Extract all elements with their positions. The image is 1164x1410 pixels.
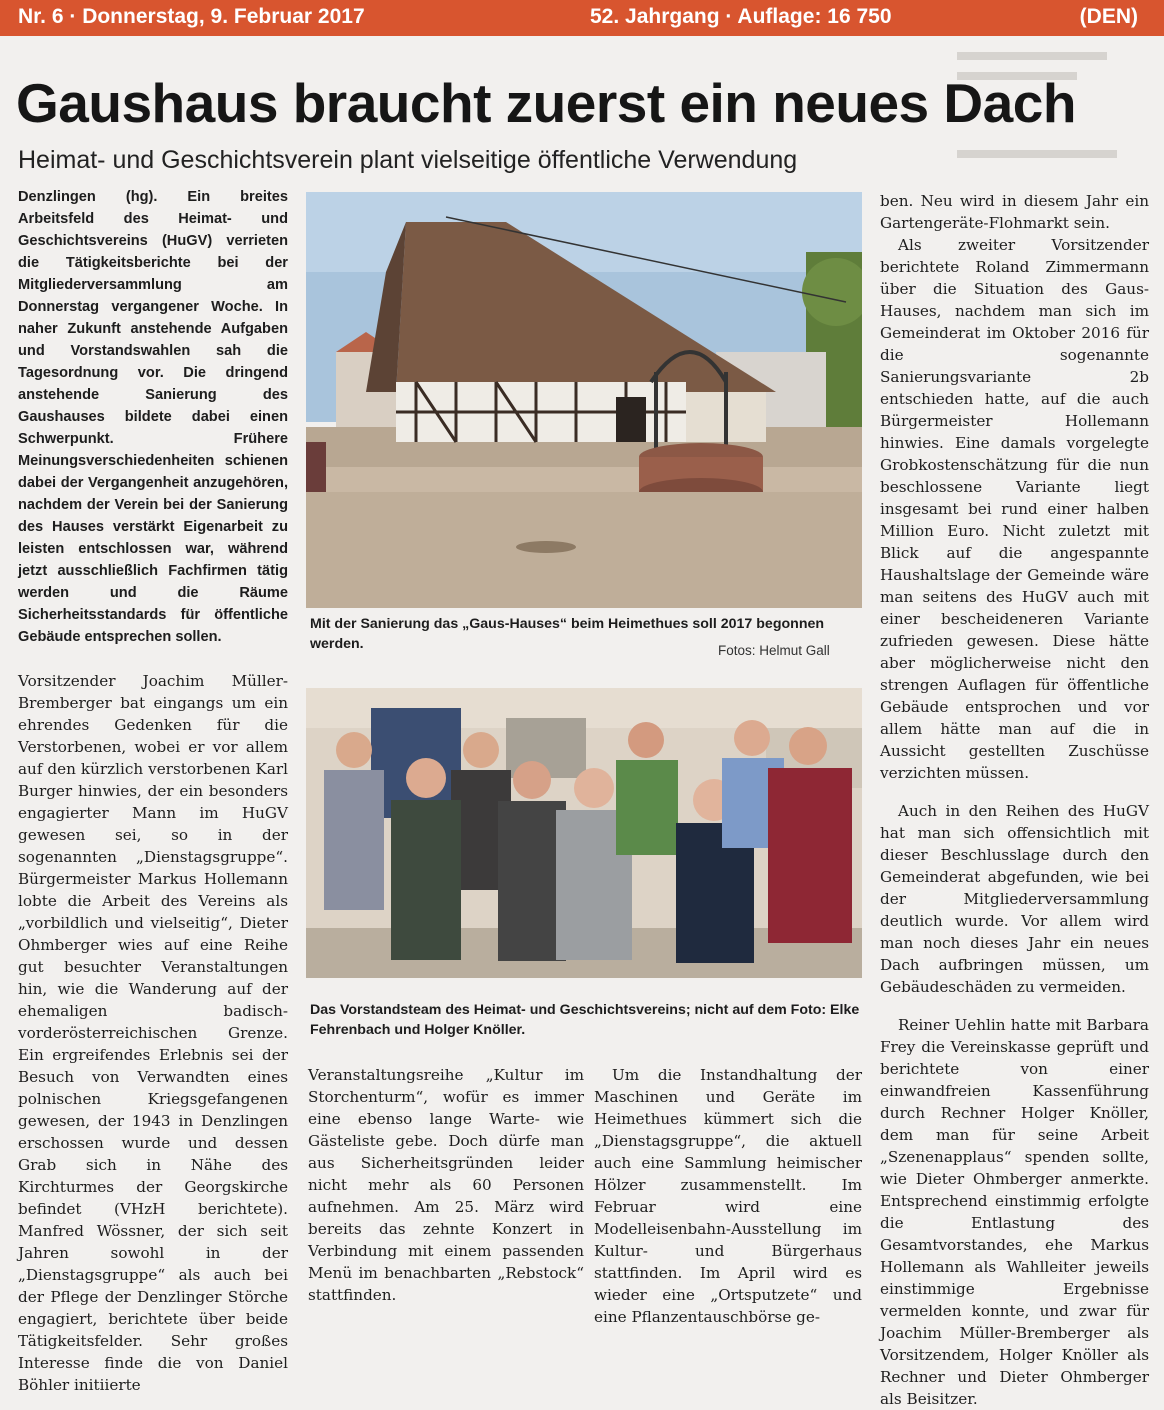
photo-2-caption: Das Vorstandsteam des Heimat- und Geschichtsvereins; nicht auf dem Foto: Elke Fehrenbach und Holger Knöller.: [310, 1002, 860, 1038]
column-2: [308, 1064, 584, 1306]
photo-vorstandsteam: [306, 688, 862, 978]
column-4: [880, 190, 1149, 1410]
column-1-body: Vorsitzender Joachim Müller-Bremberger bat eingangs um ein ehrendes Gedenken für die Verstorbenen, wobei er vor allem auf den kürzlich verstorbenen Karl Burger hinwies, der ein besonders engagierter Mann im HuGV gewesen sei, so in der sogenannten „Dienstagsgruppe“. Bürgermeister Markus Hollemann lobte die Arbeit des Vereins als „vorbildlich und vielseitig“, Dieter Ohmberger wies auf eine Reihe gut besuchter Veranstaltungen hin, wie die Wanderung auf der ehemaligen badisch-vorderösterreichischen Grenze. Ein ergreifendes Erlebnis sei der Besuch von Verwandten eines polnischen Kriegsgefangenen gewesen, der 1943 in Denzlingen erschossen wurde und dessen Grab sich in Nähe des Kirchturmes der Georgskirche befindet (VHzH berichtete). Manfred Wössner, der sich seit Jahren sowohl in der „Dienstagsgruppe“ als auch bei der Pflege der Denzlinger Störche engagiert, berichtete über beide Tätigkeitsfelder. Sehr großes Interesse finde die von Daniel Böhler initiierte: [18, 672, 288, 1394]
column-3-body: Um die Instandhaltung der Maschinen und Geräte im Heimethues kümmert sich die „Dienstagsgruppe“, die aktuell auch eine Sammlung heimischer Hölzer zusammenstellt. Im Februar wird eine Modelleisenbahn-Ausstellung im Kultur- und Bürgerhaus stattfinden. Im April wird es wieder eine „Ortsputzete“ und eine Pflanzentauschbörse ge-: [594, 1066, 862, 1326]
article-lead: Denzlingen (hg). Ein breites Arbeitsfeld des Heimat- und Geschichtsvereins (HuGV) verrieten die Tätigkeitsberichte bei der Mitgliederversammlung am Donnerstag vergangener Woche. In naher Zukunft anstehende Aufgaben und Vorstandswahlen sah die Tagesordnung vor. Die dringend anstehende Sanierung des Gaushauses bildete dabei einen Schwerpunkt. Frühere Meinungsverschiedenheiten schienen dabei der Vergangenheit anzugehören, nachdem der Verein bei der Sanierung des Hauses verstärkt Eigenarbeit zu leisten entschlossen war, während jetzt ausschließlich Fachfirmen tätig werden und die Räume Sicherheitsstandards für öffentliche Gebäude entsprechen sollen.: [18, 189, 288, 645]
issue-date: Nr. 6 · Donnerstag, 9. Februar 2017: [18, 5, 365, 28]
article-headline: Gaushaus braucht zuerst ein neues Dach: [16, 72, 1076, 134]
edition-code: (DEN): [1079, 5, 1138, 28]
fragment-line: [957, 52, 1107, 60]
photo-gaus-haus: [306, 192, 862, 608]
fragment-line: [957, 150, 1117, 158]
article-subheadline: Heimat- und Geschichtsverein plant vielseitige öffentliche Verwendung: [18, 146, 798, 174]
photo-1-caption: Mit der Sanierung das „Gaus-Hauses“ beim Heimethues soll 2017 begonnen werden.: [310, 616, 825, 652]
column-4-paragraph-3: Auch in den Reihen des HuGV hat man sich offensichtlich mit dieser Beschlusslage durch den Gemeinderat abgefunden, wie bei der Mitgliederversammlung deutlich wurde. Vor allem wird man noch dieses Jahr ein neues Dach aufbringen müssen, um Gebäudeschäden zu vermeiden.: [880, 802, 1149, 996]
gaus-haus-illustration: [306, 192, 862, 608]
column-3: [594, 1064, 862, 1328]
masthead-bar: [0, 0, 1164, 36]
group-photo-illustration: [306, 688, 862, 978]
volume-circulation: 52. Jahrgang · Auflage: 16 750: [590, 5, 892, 28]
photo-credit: Fotos: Helmut Gall: [718, 643, 830, 658]
column-2-body: Veranstaltungsreihe „Kultur im Storchenturm“, wofür es immer eine ebenso lange Warte- wie Gästeliste gebe. Doch dürfe man aus Sicherheitsgründen leider nicht mehr als 60 Personen aufnehmen. Am 25. März wird bereits das zehnte Konzert in Verbindung mit einem passenden Menü im benachbarten „Rebstock“ stattfinden.: [308, 1066, 584, 1304]
column-4-paragraph-1: ben. Neu wird in diesem Jahr ein Gartengeräte-Flohmarkt sein.: [880, 192, 1149, 232]
column-1: [18, 186, 288, 1396]
column-4-paragraph-4: Reiner Uehlin hatte mit Barbara Frey die Vereinskasse geprüft und berichtete von einer einwandfreien Kassenführung durch Rechner Holger Knöller, dem man für seine Arbeit „Szenenapplaus“ spenden sollte, wie Dieter Ohmberger anmerkte. Entsprechend einstimmig erfolgte die Entlastung des Gesamtvorstandes, ehe Markus Hollemann als Wahlleiter jeweils einstimmige Ergebnisse vermelden konnte, und zwar für Joachim Müller-Bremberger als Vorsitzendem, Holger Knöller als Rechner und Dieter Ohmberger als Beisitzer.: [880, 1016, 1149, 1408]
column-4-paragraph-2: Als zweiter Vorsitzender berichtete Roland Zimmermann über die Situation des Gaus-Hauses, nachdem man sich im Gemeinderat im Oktober 2016 für die sogenannte Sanierungsvariante 2b entschieden hatte, auf die auch Bürgermeister Hollemann hinwies. Eine damals vorgelegte Grobkostenschätzung für die nun beschlossene Variante liegt insgesamt bei rund einer halben Million Euro. Nicht zuletzt mit Blick auf die angespannte Haushaltslage der Gemeinde wäre man seitens des HuGV auch mit einer bescheideneren Variante zufrieden gewesen. Diese hätte aber möglicherweise nicht den strengen Auflagen für öffentliche Gebäude entsprochen und vor allem hätte man auf die in Aussicht gestellten Zuschüsse verzichten müssen.: [880, 236, 1149, 782]
